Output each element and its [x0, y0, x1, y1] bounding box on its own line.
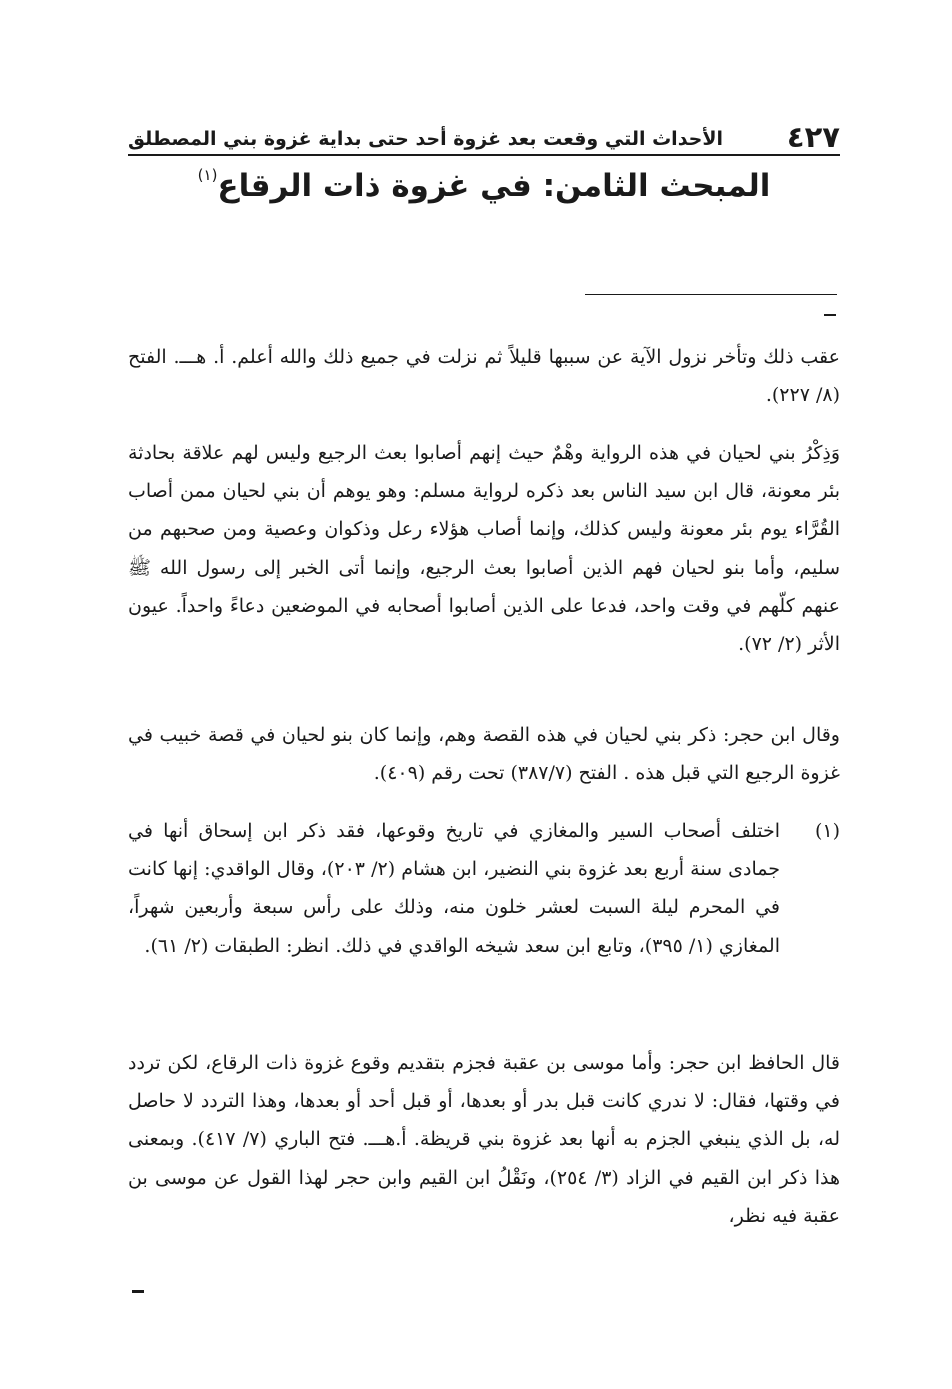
footnote-separator	[585, 294, 837, 295]
footnote-text: اختلف أصحاب السير والمغازي في تاريخ وقوعها، فقد ذكر ابن إسحاق أنها في جمادى سنة أربع بعد غزوة بني النضير، ابن هشام (٢/ ٢٠٣)، وقال الواقدي: إنها كانت في المحرم ليلة السبت لعشر خلون منه، وذلك على رأس سبعة وأربعين شهراً، المغازي (١/ ٣٩٥)، وتابع ابن سعد شيخه الواقدي في ذلك. انظر: الطبقات (٢/ ٦١).	[128, 820, 780, 957]
footnote-marker: (١)	[814, 820, 840, 842]
running-header-title: الأحداث التي وقعت بعد غزوة أحد حتى بداية غزوة بني المصطلق	[128, 128, 724, 150]
section-heading-text: المبحث الثامن: في غزوة ذات الرقاع	[217, 168, 771, 204]
paragraph-text: قال الحافظ ابن حجر: وأما موسى بن عقبة فجزم بتقديم وقوع غزوة ذات الرقاع، لكن تردد في وقتها، فقال: لا ندري كانت قبل بدر أو بعدها، أو قبل أحد أو بعدها، وهذا التردد لا حاصل له، بل الذي ينبغي الجزم به أنها بعد غزوة بني قريظة. أ.هـــ. فتح الباري (٧/ ٤١٧). وبمعنى هذا ذكر ابن القيم في الزاد (٣/ ٢٥٤)، ونَقْلُ ابن القيم وابن حجر لهذا القول عن موسى بن عقبة فيه نظر،	[128, 1052, 840, 1227]
footnote-paragraph-4	[128, 1044, 840, 1235]
page-number: ٤٢٧	[786, 120, 840, 154]
footnote-continuation-paragraph-3	[128, 716, 840, 792]
paragraph-text: عقب ذلك وتأخر نزول الآية عن سببها قليلاً ثم نزلت في جميع ذلك والله أعلم. أ. هـــ. الفتح (٨/ ٢٢٧).	[128, 346, 840, 407]
paragraph-text: وَذِكْرُ بني لحيان في هذه الرواية وهْمٌ حيث إنهم أصابوا بعث الرجيع وليس لهم علاقة بحادثة بئر معونة، قال ابن سيد الناس بعد ذكره لرواية مسلم: وهو يوهم أن بني لحيان ممن أصاب القُرَّاء يوم بئر معونة وليس كذلك، وإنما أصاب هؤلاء رعل وذكوان وعصية ومن صحبهم من سليم، وأما بنو لحيان فهم الذين أصابوا بعث الرجيع، وإنما أتى الخبر إلى رسول الله ﷺ عنهم كلّهم في وقت واحد، فدعا على الذين أصابوا أصحابه في الموضعين دعاءً واحداً. عيون الأثر (٢/ ٧٢).	[128, 442, 840, 656]
section-heading	[128, 168, 840, 204]
footnote-reference: (١)	[197, 166, 218, 184]
paragraph-text: وقال ابن حجر: ذكر بني لحيان في هذه القصة وهم، وإنما كان بنو لحيان في قصة خبيب في غزوة الرجيع التي قبل هذه . الفتح (٣٨٧/٧) تحت رقم (٤٠٩).	[128, 724, 840, 785]
running-header	[128, 118, 840, 158]
header-rule	[128, 154, 840, 156]
footnote-continuation-paragraph-2	[128, 434, 840, 663]
continuation-mark	[824, 314, 836, 316]
footnote-1	[128, 812, 840, 965]
continuation-mark-bottom	[132, 1290, 144, 1293]
footnote-continuation-paragraph-1	[128, 338, 840, 414]
